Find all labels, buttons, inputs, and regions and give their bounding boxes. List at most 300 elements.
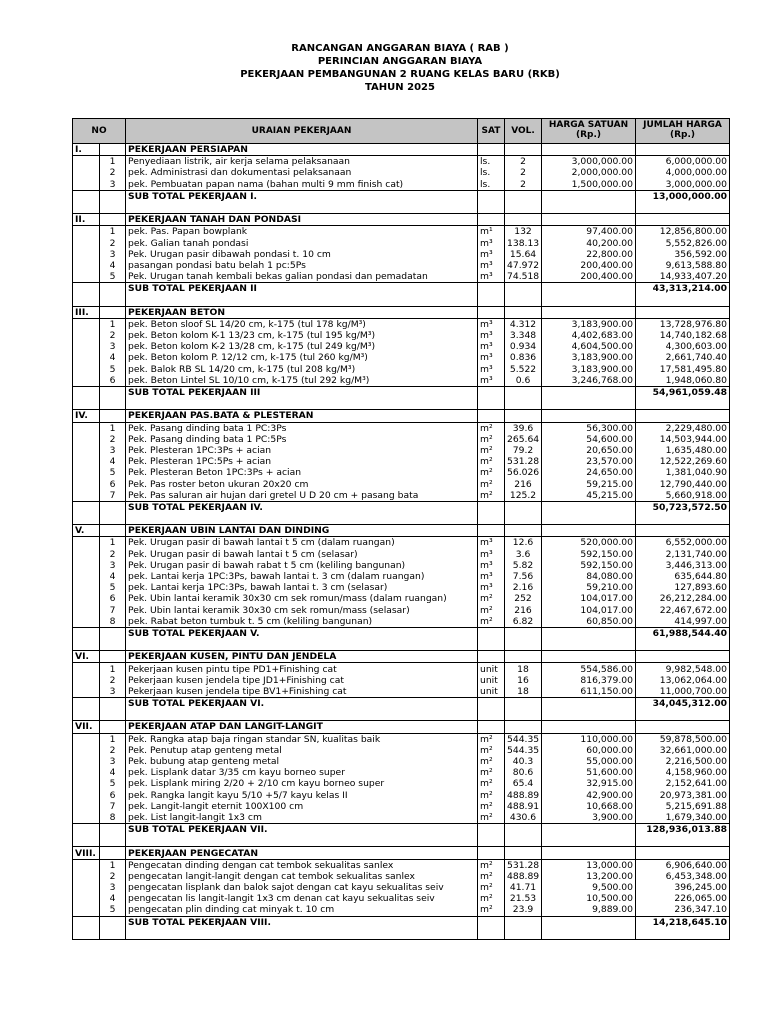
empty-cell <box>478 410 505 422</box>
item-total-price: 26,212,284.00 <box>636 593 730 604</box>
empty-cell <box>542 847 636 859</box>
item-description: pasangan pondasi batu belah 1 pc:5Ps <box>126 260 478 271</box>
subtotal-label: SUB TOTAL PEKERJAAN VIII. <box>126 916 478 928</box>
empty-cell <box>542 824 636 836</box>
table-row <box>73 260 730 271</box>
item-total-price: 12,856,800.00 <box>636 226 730 238</box>
empty-cell <box>636 513 730 525</box>
item-volume: 216 <box>505 605 542 616</box>
item-total-price: 1,948,060.80 <box>636 375 730 387</box>
empty-cell <box>478 639 505 651</box>
empty-cell <box>73 364 100 375</box>
item-description: Penyediaan listrik, air kerja selama pelaksanaan <box>126 156 478 168</box>
item-total-price: 5,660,918.00 <box>636 490 730 502</box>
item-number: 3 <box>100 756 126 767</box>
item-total-price: 11,000,700.00 <box>636 686 730 698</box>
empty-cell <box>73 398 100 410</box>
item-volume: 18 <box>505 686 542 698</box>
item-total-price: 22,467,672.00 <box>636 605 730 616</box>
empty-cell <box>505 398 542 410</box>
item-number: 5 <box>100 271 126 283</box>
item-total-price: 4,300,603.00 <box>636 341 730 352</box>
empty-cell <box>478 698 505 710</box>
table-row <box>73 756 730 767</box>
item-unit: m² <box>478 893 505 904</box>
item-unit-price: 59,210.00 <box>542 582 636 593</box>
item-unit-price: 60,850.00 <box>542 616 636 628</box>
empty-cell <box>73 675 100 686</box>
subtotal-value: 128,936,013.88 <box>636 824 730 836</box>
item-unit-price: 104,017.00 <box>542 593 636 604</box>
item-unit-price: 3,183,900.00 <box>542 318 636 330</box>
item-volume: 2 <box>505 156 542 168</box>
item-unit-price: 554,586.00 <box>542 663 636 675</box>
subtotal-row <box>73 698 730 710</box>
item-total-price: 6,000,000.00 <box>636 156 730 168</box>
item-unit: m² <box>478 745 505 756</box>
item-unit-price: 22,800.00 <box>542 249 636 260</box>
item-number: 2 <box>100 167 126 178</box>
item-number: 7 <box>100 605 126 616</box>
empty-cell <box>73 249 100 260</box>
empty-cell <box>100 698 126 710</box>
table-row <box>73 456 730 467</box>
empty-cell <box>73 560 100 571</box>
item-number: 4 <box>100 893 126 904</box>
item-total-price: 1,679,340.00 <box>636 812 730 824</box>
empty-cell <box>100 398 126 410</box>
item-unit: m² <box>478 445 505 456</box>
rab-table <box>72 118 730 940</box>
table-row <box>73 663 730 675</box>
empty-cell <box>73 490 100 502</box>
item-total-price: 14,933,407.20 <box>636 271 730 283</box>
spacer-row <box>73 294 730 306</box>
empty-cell <box>73 283 100 295</box>
item-unit: m² <box>478 467 505 478</box>
empty-cell <box>478 190 505 202</box>
item-description: pek. Rangka langit kayu 5/10 +5/7 kayu kelas II <box>126 790 478 801</box>
item-unit-price: 3,183,900.00 <box>542 352 636 363</box>
table-row <box>73 801 730 812</box>
title-perincian: PERINCIAN ANGGARAN BIAYA <box>317 56 483 67</box>
empty-cell <box>73 467 100 478</box>
item-description: pek. Beton Lintel SL 10/10 cm, k-175 (tul 292 kg/M³) <box>126 375 478 387</box>
item-unit: m³ <box>478 537 505 549</box>
table-row <box>73 226 730 238</box>
item-unit-price: 40,200.00 <box>542 238 636 249</box>
item-total-price: 2,216,500.00 <box>636 756 730 767</box>
item-description: Pek. Pas saluran air hujan dari gretel U D 20 cm + pasang bata <box>126 490 478 502</box>
empty-cell <box>100 283 126 295</box>
item-unit: m³ <box>478 375 505 387</box>
item-volume: 132 <box>505 226 542 238</box>
item-number: 3 <box>100 341 126 352</box>
empty-cell <box>73 709 100 721</box>
empty-cell <box>100 721 126 733</box>
item-number: 6 <box>100 593 126 604</box>
empty-cell <box>100 144 126 156</box>
empty-cell <box>100 501 126 513</box>
item-total-price: 414,997.00 <box>636 616 730 628</box>
item-number: 5 <box>100 364 126 375</box>
section-title: PEKERJAAN PAS.BATA & PLESTERAN <box>126 410 478 422</box>
item-number: 5 <box>100 467 126 478</box>
empty-cell <box>73 916 100 928</box>
item-number: 2 <box>100 238 126 249</box>
item-unit: m² <box>478 871 505 882</box>
empty-cell <box>636 214 730 226</box>
empty-cell <box>73 478 100 489</box>
spacer-row <box>73 202 730 214</box>
item-number: 2 <box>100 330 126 341</box>
empty-cell <box>73 698 100 710</box>
item-unit: m³ <box>478 341 505 352</box>
table-row <box>73 605 730 616</box>
item-unit: m³ <box>478 571 505 582</box>
section-number: IV. <box>73 410 100 422</box>
item-total-price: 1,381,040.90 <box>636 467 730 478</box>
empty-cell <box>73 167 100 178</box>
item-total-price: 226,065.00 <box>636 893 730 904</box>
item-total-price: 2,229,480.00 <box>636 422 730 434</box>
item-unit-price: 24,650.00 <box>542 467 636 478</box>
item-total-price: 20,973,381.00 <box>636 790 730 801</box>
empty-cell <box>73 190 100 202</box>
item-number: 7 <box>100 490 126 502</box>
item-total-price: 2,661,740.40 <box>636 352 730 363</box>
item-number: 4 <box>100 571 126 582</box>
table-row <box>73 812 730 824</box>
item-number: 1 <box>100 537 126 549</box>
item-total-price: 635,644.80 <box>636 571 730 582</box>
empty-cell <box>478 627 505 639</box>
item-unit-price: 110,000.00 <box>542 733 636 745</box>
table-row <box>73 490 730 502</box>
empty-cell <box>478 513 505 525</box>
empty-cell <box>73 859 100 871</box>
item-description: Pek. Urugan pasir dibawah pondasi t. 10 cm <box>126 249 478 260</box>
item-unit-price: 816,379.00 <box>542 675 636 686</box>
item-unit: m² <box>478 767 505 778</box>
empty-cell <box>73 238 100 249</box>
item-description: Pek. Rangka atap baja ringan standar SN, kualitas baik <box>126 733 478 745</box>
empty-cell <box>73 745 100 756</box>
item-description: Pek. Urugan pasir di bawah lantai t 5 cm (dalam ruangan) <box>126 537 478 549</box>
subtotal-label: SUB TOTAL PEKERJAAN VII. <box>126 824 478 836</box>
table-row <box>73 179 730 191</box>
item-total-price: 356,592.00 <box>636 249 730 260</box>
item-unit: m² <box>478 478 505 489</box>
item-unit-price: 59,215.00 <box>542 478 636 489</box>
empty-cell <box>542 214 636 226</box>
item-unit: m³ <box>478 260 505 271</box>
empty-cell <box>73 904 100 916</box>
table-row <box>73 238 730 249</box>
table-row <box>73 330 730 341</box>
item-description: pek. Pas. Papan bowplank <box>126 226 478 238</box>
empty-cell <box>636 639 730 651</box>
item-description: pek. Lantai kerja 1PC:3Ps, bawah lantai t. 3 cm (dalam ruangan) <box>126 571 478 582</box>
empty-cell <box>100 709 126 721</box>
col-header-sat: SAT <box>478 119 505 144</box>
empty-cell <box>505 651 542 663</box>
section-header-row <box>73 847 730 859</box>
empty-cell <box>100 928 126 940</box>
item-description: pek. Beton sloof SL 14/20 cm, k-175 (tul 178 kg/M³) <box>126 318 478 330</box>
subtotal-label: SUB TOTAL PEKERJAAN IV. <box>126 501 478 513</box>
item-unit: m³ <box>478 364 505 375</box>
item-unit-price: 42,900.00 <box>542 790 636 801</box>
item-volume: 15.64 <box>505 249 542 260</box>
table-row <box>73 560 730 571</box>
empty-cell <box>542 835 636 847</box>
table-row <box>73 582 730 593</box>
empty-cell <box>73 226 100 238</box>
item-number: 3 <box>100 179 126 191</box>
col-header-vol: VOL. <box>505 119 542 144</box>
empty-cell <box>542 294 636 306</box>
item-description: pek. Lisplank miring 2/20 + 2/10 cm kayu borneo super <box>126 778 478 789</box>
item-number: 4 <box>100 260 126 271</box>
empty-cell <box>542 190 636 202</box>
empty-cell <box>73 318 100 330</box>
empty-cell <box>100 627 126 639</box>
item-unit-price: 23,570.00 <box>542 456 636 467</box>
table-row <box>73 571 730 582</box>
table-row <box>73 767 730 778</box>
table-row <box>73 341 730 352</box>
empty-cell <box>505 709 542 721</box>
empty-cell <box>126 709 478 721</box>
item-number: 4 <box>100 352 126 363</box>
item-total-price: 3,000,000.00 <box>636 179 730 191</box>
item-unit-price: 56,300.00 <box>542 422 636 434</box>
table-row <box>73 467 730 478</box>
item-total-price: 4,000,000.00 <box>636 167 730 178</box>
item-volume: 4.312 <box>505 318 542 330</box>
section-title: PEKERJAAN TANAH DAN PONDASI <box>126 214 478 226</box>
empty-cell <box>505 916 542 928</box>
subtotal-value: 34,045,312.00 <box>636 698 730 710</box>
empty-cell <box>73 260 100 271</box>
empty-cell <box>505 202 542 214</box>
item-unit: m³ <box>478 560 505 571</box>
item-unit-price: 200,400.00 <box>542 260 636 271</box>
item-volume: 18 <box>505 663 542 675</box>
item-unit-price: 32,915.00 <box>542 778 636 789</box>
item-number: 6 <box>100 375 126 387</box>
empty-cell <box>100 916 126 928</box>
item-total-price: 3,446,313.00 <box>636 560 730 571</box>
empty-cell <box>542 721 636 733</box>
empty-cell <box>478 202 505 214</box>
item-number: 1 <box>100 733 126 745</box>
subtotal-row <box>73 501 730 513</box>
empty-cell <box>73 386 100 398</box>
empty-cell <box>73 893 100 904</box>
empty-cell <box>505 847 542 859</box>
item-number: 3 <box>100 686 126 698</box>
item-volume: 21.53 <box>505 893 542 904</box>
empty-cell <box>73 549 100 560</box>
item-total-price: 9,982,548.00 <box>636 663 730 675</box>
table-row <box>73 422 730 434</box>
item-unit: m³ <box>478 318 505 330</box>
section-number: II. <box>73 214 100 226</box>
item-unit: m³ <box>478 330 505 341</box>
item-number: 4 <box>100 456 126 467</box>
item-unit-price: 60,000.00 <box>542 745 636 756</box>
empty-cell <box>505 144 542 156</box>
item-number: 2 <box>100 549 126 560</box>
empty-cell <box>100 835 126 847</box>
spacer-row <box>73 709 730 721</box>
section-header-row <box>73 721 730 733</box>
item-total-price: 6,906,640.00 <box>636 859 730 871</box>
subtotal-row <box>73 824 730 836</box>
item-description: pek. Lisplank datar 3/35 cm kayu borneo super <box>126 767 478 778</box>
empty-cell <box>100 525 126 537</box>
empty-cell <box>100 513 126 525</box>
title-rab: RANCANGAN ANGGARAN BIAYA ( RAB ) <box>291 43 509 54</box>
empty-cell <box>636 847 730 859</box>
item-number: 3 <box>100 249 126 260</box>
empty-cell <box>542 283 636 295</box>
item-description: Pek. Urugan tanah kembali bekas galian pondasi dan pemadatan <box>126 271 478 283</box>
table-row <box>73 271 730 283</box>
item-description: pek. Pembuatan papan nama (bahan multi 9 mm finish cat) <box>126 179 478 191</box>
empty-cell <box>478 835 505 847</box>
empty-cell <box>505 627 542 639</box>
empty-cell <box>73 179 100 191</box>
item-volume: 265.64 <box>505 434 542 445</box>
item-total-price: 9,613,588.80 <box>636 260 730 271</box>
item-volume: 16 <box>505 675 542 686</box>
subtotal-value: 50,723,572.50 <box>636 501 730 513</box>
item-volume: 3.348 <box>505 330 542 341</box>
item-unit: m³ <box>478 352 505 363</box>
item-description: Pekerjaan kusen jendela tipe BV1+Finishing cat <box>126 686 478 698</box>
item-volume: 0.836 <box>505 352 542 363</box>
item-total-price: 59,878,500.00 <box>636 733 730 745</box>
spacer-row <box>73 398 730 410</box>
item-total-price: 1,635,480.00 <box>636 445 730 456</box>
item-description: pek. Rabat beton tumbuk t. 5 cm (keliling bangunan) <box>126 616 478 628</box>
item-unit-price: 520,000.00 <box>542 537 636 549</box>
col-header-harga-satuan: HARGA SATUAN (Rp.) <box>542 119 636 144</box>
empty-cell <box>73 571 100 582</box>
empty-cell <box>100 386 126 398</box>
empty-cell <box>542 202 636 214</box>
item-unit: m² <box>478 859 505 871</box>
item-unit: m² <box>478 812 505 824</box>
item-unit: unit <box>478 663 505 675</box>
empty-cell <box>73 801 100 812</box>
item-total-price: 13,062,064.00 <box>636 675 730 686</box>
table-row <box>73 790 730 801</box>
section-number: III. <box>73 306 100 318</box>
item-number: 4 <box>100 767 126 778</box>
empty-cell <box>542 627 636 639</box>
item-unit: m² <box>478 801 505 812</box>
item-description: Pek. bubung atap genteng metal <box>126 756 478 767</box>
empty-cell <box>478 709 505 721</box>
empty-cell <box>478 525 505 537</box>
item-description: pek. Langit-langit eternit 100X100 cm <box>126 801 478 812</box>
empty-cell <box>542 709 636 721</box>
item-volume: 39.6 <box>505 422 542 434</box>
item-unit: m² <box>478 593 505 604</box>
empty-cell <box>478 398 505 410</box>
empty-cell <box>73 778 100 789</box>
empty-cell <box>636 202 730 214</box>
empty-cell <box>100 847 126 859</box>
empty-cell <box>126 513 478 525</box>
item-description: Pek. Urugan pasir di bawah rabat t 5 cm (keliling bangunan) <box>126 560 478 571</box>
section-title: PEKERJAAN PENGECATAN <box>126 847 478 859</box>
item-volume: 5.82 <box>505 560 542 571</box>
item-number: 6 <box>100 790 126 801</box>
item-unit-price: 4,402,683.00 <box>542 330 636 341</box>
subtotal-row <box>73 283 730 295</box>
col-header-no: NO <box>73 119 126 144</box>
empty-cell <box>505 698 542 710</box>
item-total-price: 17,581,495.80 <box>636 364 730 375</box>
item-total-price: 236,347.10 <box>636 904 730 916</box>
empty-cell <box>542 386 636 398</box>
section-title: PEKERJAAN BETON <box>126 306 478 318</box>
table-row <box>73 364 730 375</box>
table-row <box>73 778 730 789</box>
table-row <box>73 904 730 916</box>
empty-cell <box>505 513 542 525</box>
empty-cell <box>100 824 126 836</box>
empty-cell <box>542 525 636 537</box>
empty-cell <box>478 214 505 226</box>
empty-cell <box>73 639 100 651</box>
item-volume: 23.9 <box>505 904 542 916</box>
empty-cell <box>636 525 730 537</box>
item-unit: m² <box>478 616 505 628</box>
item-volume: 544.35 <box>505 745 542 756</box>
item-volume: 47.972 <box>505 260 542 271</box>
item-number: 1 <box>100 663 126 675</box>
item-unit-price: 1,500,000.00 <box>542 179 636 191</box>
item-volume: 430.6 <box>505 812 542 824</box>
item-volume: 2 <box>505 167 542 178</box>
item-number: 2 <box>100 675 126 686</box>
item-unit: m³ <box>478 271 505 283</box>
empty-cell <box>100 214 126 226</box>
empty-cell <box>100 410 126 422</box>
empty-cell <box>505 190 542 202</box>
item-unit: m³ <box>478 549 505 560</box>
item-volume: 488.89 <box>505 871 542 882</box>
empty-cell <box>73 663 100 675</box>
empty-cell <box>542 144 636 156</box>
item-unit: m³ <box>478 238 505 249</box>
empty-cell <box>126 835 478 847</box>
item-description: Pek. Plesteran 1PC:5Ps + acian <box>126 456 478 467</box>
empty-cell <box>636 398 730 410</box>
item-total-price: 12,790,440.00 <box>636 478 730 489</box>
item-unit: unit <box>478 675 505 686</box>
item-volume: 531.28 <box>505 859 542 871</box>
item-description: pengecatan lis langit-langit 1x3 cm denan cat kayu sekualitas seiv <box>126 893 478 904</box>
empty-cell <box>636 928 730 940</box>
spacer-row <box>73 513 730 525</box>
